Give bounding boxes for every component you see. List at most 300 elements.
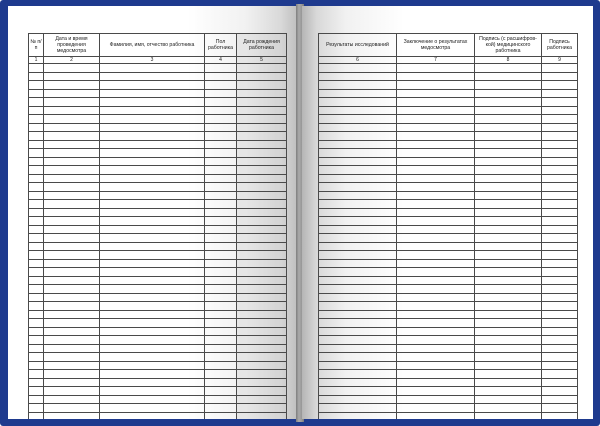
register-cell[interactable] bbox=[475, 217, 542, 226]
register-cell[interactable] bbox=[237, 370, 287, 379]
register-cell[interactable] bbox=[29, 293, 44, 302]
register-cell[interactable] bbox=[397, 98, 475, 107]
register-cell[interactable] bbox=[319, 387, 397, 396]
register-cell[interactable] bbox=[319, 370, 397, 379]
register-cell[interactable] bbox=[475, 336, 542, 345]
register-cell[interactable] bbox=[29, 327, 44, 336]
register-cell[interactable] bbox=[397, 225, 475, 234]
register-cell[interactable] bbox=[44, 106, 100, 115]
register-cell[interactable] bbox=[237, 285, 287, 294]
register-cell[interactable] bbox=[100, 276, 205, 285]
register-cell[interactable] bbox=[237, 327, 287, 336]
register-cell[interactable] bbox=[542, 98, 578, 107]
register-cell[interactable] bbox=[44, 191, 100, 200]
register-cell[interactable] bbox=[397, 106, 475, 115]
register-cell[interactable] bbox=[475, 208, 542, 217]
register-cell[interactable] bbox=[29, 234, 44, 243]
register-cell[interactable] bbox=[397, 378, 475, 387]
register-cell[interactable] bbox=[319, 242, 397, 251]
register-cell[interactable] bbox=[29, 361, 44, 370]
register-cell[interactable] bbox=[542, 395, 578, 404]
register-cell[interactable] bbox=[319, 268, 397, 277]
register-cell[interactable] bbox=[29, 217, 44, 226]
register-cell[interactable] bbox=[29, 378, 44, 387]
register-cell[interactable] bbox=[100, 234, 205, 243]
register-cell[interactable] bbox=[319, 293, 397, 302]
register-cell[interactable] bbox=[542, 387, 578, 396]
register-cell[interactable] bbox=[205, 242, 237, 251]
register-cell[interactable] bbox=[44, 285, 100, 294]
register-cell[interactable] bbox=[44, 157, 100, 166]
register-cell[interactable] bbox=[29, 208, 44, 217]
register-cell[interactable] bbox=[100, 293, 205, 302]
register-cell[interactable] bbox=[397, 157, 475, 166]
register-cell[interactable] bbox=[542, 285, 578, 294]
register-cell[interactable] bbox=[475, 293, 542, 302]
register-cell[interactable] bbox=[205, 191, 237, 200]
register-cell[interactable] bbox=[100, 72, 205, 81]
register-cell[interactable] bbox=[29, 387, 44, 396]
register-cell[interactable] bbox=[29, 174, 44, 183]
register-cell[interactable] bbox=[319, 208, 397, 217]
register-cell[interactable] bbox=[542, 123, 578, 132]
register-cell[interactable] bbox=[44, 140, 100, 149]
register-cell[interactable] bbox=[397, 259, 475, 268]
register-cell[interactable] bbox=[44, 404, 100, 413]
register-cell[interactable] bbox=[397, 387, 475, 396]
register-cell[interactable] bbox=[205, 217, 237, 226]
register-cell[interactable] bbox=[29, 72, 44, 81]
register-cell[interactable] bbox=[29, 268, 44, 277]
register-cell[interactable] bbox=[29, 251, 44, 260]
register-cell[interactable] bbox=[237, 123, 287, 132]
register-cell[interactable] bbox=[237, 412, 287, 419]
register-cell[interactable] bbox=[29, 191, 44, 200]
register-cell[interactable] bbox=[44, 166, 100, 175]
register-cell[interactable] bbox=[475, 174, 542, 183]
register-cell[interactable] bbox=[475, 259, 542, 268]
register-cell[interactable] bbox=[205, 98, 237, 107]
register-cell[interactable] bbox=[44, 242, 100, 251]
register-cell[interactable] bbox=[44, 378, 100, 387]
register-cell[interactable] bbox=[44, 276, 100, 285]
register-cell[interactable] bbox=[44, 89, 100, 98]
register-cell[interactable] bbox=[319, 310, 397, 319]
register-cell[interactable] bbox=[237, 378, 287, 387]
register-cell[interactable] bbox=[100, 225, 205, 234]
register-cell[interactable] bbox=[29, 353, 44, 362]
register-cell[interactable] bbox=[44, 64, 100, 73]
register-cell[interactable] bbox=[44, 336, 100, 345]
register-cell[interactable] bbox=[475, 166, 542, 175]
register-cell[interactable] bbox=[44, 98, 100, 107]
register-cell[interactable] bbox=[100, 123, 205, 132]
register-cell[interactable] bbox=[44, 123, 100, 132]
register-cell[interactable] bbox=[44, 361, 100, 370]
register-cell[interactable] bbox=[100, 268, 205, 277]
register-cell[interactable] bbox=[205, 378, 237, 387]
register-cell[interactable] bbox=[44, 149, 100, 158]
register-cell[interactable] bbox=[237, 310, 287, 319]
register-cell[interactable] bbox=[397, 344, 475, 353]
register-cell[interactable] bbox=[205, 208, 237, 217]
register-cell[interactable] bbox=[475, 387, 542, 396]
register-cell[interactable] bbox=[44, 225, 100, 234]
register-cell[interactable] bbox=[44, 293, 100, 302]
register-cell[interactable] bbox=[44, 81, 100, 90]
register-cell[interactable] bbox=[397, 234, 475, 243]
register-cell[interactable] bbox=[475, 353, 542, 362]
register-cell[interactable] bbox=[397, 327, 475, 336]
register-cell[interactable] bbox=[319, 106, 397, 115]
register-cell[interactable] bbox=[237, 242, 287, 251]
register-cell[interactable] bbox=[319, 81, 397, 90]
register-cell[interactable] bbox=[475, 251, 542, 260]
register-cell[interactable] bbox=[44, 183, 100, 192]
register-cell[interactable] bbox=[397, 183, 475, 192]
register-cell[interactable] bbox=[475, 234, 542, 243]
register-cell[interactable] bbox=[237, 64, 287, 73]
register-cell[interactable] bbox=[397, 89, 475, 98]
register-cell[interactable] bbox=[542, 106, 578, 115]
register-cell[interactable] bbox=[237, 395, 287, 404]
register-cell[interactable] bbox=[205, 174, 237, 183]
register-cell[interactable] bbox=[397, 217, 475, 226]
register-cell[interactable] bbox=[237, 268, 287, 277]
register-cell[interactable] bbox=[100, 115, 205, 124]
register-cell[interactable] bbox=[475, 412, 542, 419]
register-cell[interactable] bbox=[542, 72, 578, 81]
register-cell[interactable] bbox=[542, 81, 578, 90]
register-cell[interactable] bbox=[205, 404, 237, 413]
register-cell[interactable] bbox=[237, 336, 287, 345]
register-cell[interactable] bbox=[319, 404, 397, 413]
register-cell[interactable] bbox=[205, 123, 237, 132]
register-cell[interactable] bbox=[237, 234, 287, 243]
register-cell[interactable] bbox=[29, 123, 44, 132]
register-cell[interactable] bbox=[44, 395, 100, 404]
register-cell[interactable] bbox=[542, 361, 578, 370]
register-cell[interactable] bbox=[44, 174, 100, 183]
register-cell[interactable] bbox=[205, 157, 237, 166]
register-cell[interactable] bbox=[237, 98, 287, 107]
register-cell[interactable] bbox=[319, 276, 397, 285]
register-cell[interactable] bbox=[542, 191, 578, 200]
register-cell[interactable] bbox=[397, 353, 475, 362]
register-cell[interactable] bbox=[542, 208, 578, 217]
register-cell[interactable] bbox=[205, 370, 237, 379]
register-cell[interactable] bbox=[397, 268, 475, 277]
register-cell[interactable] bbox=[397, 302, 475, 311]
register-cell[interactable] bbox=[44, 259, 100, 268]
register-cell[interactable] bbox=[205, 200, 237, 209]
register-cell[interactable] bbox=[475, 242, 542, 251]
register-cell[interactable] bbox=[100, 149, 205, 158]
register-cell[interactable] bbox=[319, 285, 397, 294]
register-cell[interactable] bbox=[319, 72, 397, 81]
register-cell[interactable] bbox=[542, 378, 578, 387]
register-cell[interactable] bbox=[237, 319, 287, 328]
register-cell[interactable] bbox=[44, 234, 100, 243]
register-cell[interactable] bbox=[237, 302, 287, 311]
register-cell[interactable] bbox=[100, 64, 205, 73]
register-cell[interactable] bbox=[100, 310, 205, 319]
register-cell[interactable] bbox=[237, 208, 287, 217]
register-cell[interactable] bbox=[237, 361, 287, 370]
register-cell[interactable] bbox=[100, 387, 205, 396]
register-cell[interactable] bbox=[100, 166, 205, 175]
register-cell[interactable] bbox=[542, 225, 578, 234]
register-cell[interactable] bbox=[237, 149, 287, 158]
register-cell[interactable] bbox=[319, 327, 397, 336]
register-cell[interactable] bbox=[397, 251, 475, 260]
register-cell[interactable] bbox=[100, 140, 205, 149]
register-cell[interactable] bbox=[100, 89, 205, 98]
register-cell[interactable] bbox=[397, 412, 475, 419]
register-cell[interactable] bbox=[475, 361, 542, 370]
register-cell[interactable] bbox=[475, 370, 542, 379]
register-cell[interactable] bbox=[205, 302, 237, 311]
register-cell[interactable] bbox=[100, 242, 205, 251]
register-cell[interactable] bbox=[319, 166, 397, 175]
register-cell[interactable] bbox=[100, 336, 205, 345]
register-cell[interactable] bbox=[44, 302, 100, 311]
register-cell[interactable] bbox=[542, 174, 578, 183]
register-cell[interactable] bbox=[475, 268, 542, 277]
register-cell[interactable] bbox=[44, 319, 100, 328]
register-cell[interactable] bbox=[100, 259, 205, 268]
register-cell[interactable] bbox=[397, 166, 475, 175]
register-cell[interactable] bbox=[100, 81, 205, 90]
register-cell[interactable] bbox=[29, 225, 44, 234]
register-cell[interactable] bbox=[397, 123, 475, 132]
register-cell[interactable] bbox=[205, 72, 237, 81]
register-cell[interactable] bbox=[237, 191, 287, 200]
register-cell[interactable] bbox=[205, 353, 237, 362]
register-cell[interactable] bbox=[100, 353, 205, 362]
register-cell[interactable] bbox=[205, 387, 237, 396]
register-cell[interactable] bbox=[542, 327, 578, 336]
register-cell[interactable] bbox=[205, 64, 237, 73]
register-cell[interactable] bbox=[397, 395, 475, 404]
register-cell[interactable] bbox=[100, 327, 205, 336]
register-cell[interactable] bbox=[397, 149, 475, 158]
register-cell[interactable] bbox=[205, 115, 237, 124]
register-cell[interactable] bbox=[397, 361, 475, 370]
register-cell[interactable] bbox=[237, 344, 287, 353]
register-cell[interactable] bbox=[397, 81, 475, 90]
register-cell[interactable] bbox=[475, 276, 542, 285]
register-cell[interactable] bbox=[29, 106, 44, 115]
register-cell[interactable] bbox=[542, 404, 578, 413]
register-cell[interactable] bbox=[29, 98, 44, 107]
register-cell[interactable] bbox=[542, 242, 578, 251]
register-cell[interactable] bbox=[29, 81, 44, 90]
register-cell[interactable] bbox=[475, 123, 542, 132]
register-cell[interactable] bbox=[542, 353, 578, 362]
register-cell[interactable] bbox=[397, 336, 475, 345]
register-cell[interactable] bbox=[205, 395, 237, 404]
register-cell[interactable] bbox=[542, 344, 578, 353]
register-cell[interactable] bbox=[475, 344, 542, 353]
register-cell[interactable] bbox=[29, 285, 44, 294]
register-cell[interactable] bbox=[475, 132, 542, 141]
register-cell[interactable] bbox=[542, 370, 578, 379]
register-cell[interactable] bbox=[44, 217, 100, 226]
register-cell[interactable] bbox=[44, 370, 100, 379]
register-cell[interactable] bbox=[237, 251, 287, 260]
register-cell[interactable] bbox=[100, 98, 205, 107]
register-cell[interactable] bbox=[542, 217, 578, 226]
register-cell[interactable] bbox=[100, 285, 205, 294]
register-cell[interactable] bbox=[44, 132, 100, 141]
register-cell[interactable] bbox=[542, 149, 578, 158]
register-cell[interactable] bbox=[100, 191, 205, 200]
register-cell[interactable] bbox=[475, 285, 542, 294]
register-cell[interactable] bbox=[44, 268, 100, 277]
register-cell[interactable] bbox=[542, 276, 578, 285]
register-cell[interactable] bbox=[542, 89, 578, 98]
register-cell[interactable] bbox=[100, 183, 205, 192]
register-cell[interactable] bbox=[100, 395, 205, 404]
register-cell[interactable] bbox=[205, 149, 237, 158]
register-cell[interactable] bbox=[475, 378, 542, 387]
register-cell[interactable] bbox=[397, 72, 475, 81]
register-cell[interactable] bbox=[397, 404, 475, 413]
register-cell[interactable] bbox=[319, 378, 397, 387]
register-cell[interactable] bbox=[475, 225, 542, 234]
register-cell[interactable] bbox=[100, 106, 205, 115]
register-cell[interactable] bbox=[29, 200, 44, 209]
register-cell[interactable] bbox=[319, 361, 397, 370]
register-cell[interactable] bbox=[319, 98, 397, 107]
register-cell[interactable] bbox=[542, 157, 578, 166]
register-cell[interactable] bbox=[475, 106, 542, 115]
register-cell[interactable] bbox=[237, 387, 287, 396]
register-cell[interactable] bbox=[542, 259, 578, 268]
register-cell[interactable] bbox=[205, 234, 237, 243]
register-cell[interactable] bbox=[205, 319, 237, 328]
register-cell[interactable] bbox=[237, 183, 287, 192]
register-cell[interactable] bbox=[319, 132, 397, 141]
register-cell[interactable] bbox=[29, 140, 44, 149]
register-cell[interactable] bbox=[29, 344, 44, 353]
register-cell[interactable] bbox=[29, 242, 44, 251]
register-cell[interactable] bbox=[29, 89, 44, 98]
register-cell[interactable] bbox=[205, 293, 237, 302]
register-cell[interactable] bbox=[542, 64, 578, 73]
register-cell[interactable] bbox=[205, 336, 237, 345]
register-cell[interactable] bbox=[100, 344, 205, 353]
register-cell[interactable] bbox=[205, 310, 237, 319]
register-cell[interactable] bbox=[205, 327, 237, 336]
register-cell[interactable] bbox=[542, 268, 578, 277]
register-cell[interactable] bbox=[100, 404, 205, 413]
register-cell[interactable] bbox=[237, 174, 287, 183]
register-cell[interactable] bbox=[29, 115, 44, 124]
register-cell[interactable] bbox=[44, 412, 100, 419]
register-cell[interactable] bbox=[237, 225, 287, 234]
register-cell[interactable] bbox=[44, 353, 100, 362]
register-cell[interactable] bbox=[397, 370, 475, 379]
register-cell[interactable] bbox=[319, 140, 397, 149]
register-cell[interactable] bbox=[475, 64, 542, 73]
register-cell[interactable] bbox=[237, 115, 287, 124]
register-cell[interactable] bbox=[237, 140, 287, 149]
register-cell[interactable] bbox=[237, 200, 287, 209]
register-cell[interactable] bbox=[237, 293, 287, 302]
register-cell[interactable] bbox=[475, 81, 542, 90]
register-cell[interactable] bbox=[29, 64, 44, 73]
register-cell[interactable] bbox=[319, 336, 397, 345]
register-cell[interactable] bbox=[475, 404, 542, 413]
register-cell[interactable] bbox=[319, 319, 397, 328]
register-cell[interactable] bbox=[100, 208, 205, 217]
register-cell[interactable] bbox=[29, 132, 44, 141]
register-cell[interactable] bbox=[397, 293, 475, 302]
register-cell[interactable] bbox=[205, 106, 237, 115]
register-cell[interactable] bbox=[319, 302, 397, 311]
register-cell[interactable] bbox=[542, 234, 578, 243]
register-cell[interactable] bbox=[100, 302, 205, 311]
register-cell[interactable] bbox=[475, 157, 542, 166]
register-cell[interactable] bbox=[397, 242, 475, 251]
register-cell[interactable] bbox=[205, 285, 237, 294]
register-cell[interactable] bbox=[29, 370, 44, 379]
register-cell[interactable] bbox=[29, 166, 44, 175]
register-cell[interactable] bbox=[475, 310, 542, 319]
register-cell[interactable] bbox=[205, 166, 237, 175]
register-cell[interactable] bbox=[29, 319, 44, 328]
register-cell[interactable] bbox=[237, 72, 287, 81]
register-cell[interactable] bbox=[475, 115, 542, 124]
register-cell[interactable] bbox=[475, 302, 542, 311]
register-cell[interactable] bbox=[397, 276, 475, 285]
register-cell[interactable] bbox=[475, 140, 542, 149]
register-cell[interactable] bbox=[319, 395, 397, 404]
register-cell[interactable] bbox=[44, 72, 100, 81]
register-cell[interactable] bbox=[205, 140, 237, 149]
register-cell[interactable] bbox=[542, 319, 578, 328]
register-cell[interactable] bbox=[100, 378, 205, 387]
register-cell[interactable] bbox=[475, 72, 542, 81]
register-cell[interactable] bbox=[237, 132, 287, 141]
register-cell[interactable] bbox=[542, 115, 578, 124]
register-cell[interactable] bbox=[319, 64, 397, 73]
register-cell[interactable] bbox=[319, 149, 397, 158]
register-cell[interactable] bbox=[475, 98, 542, 107]
register-cell[interactable] bbox=[397, 310, 475, 319]
register-cell[interactable] bbox=[475, 183, 542, 192]
register-cell[interactable] bbox=[237, 276, 287, 285]
register-cell[interactable] bbox=[542, 183, 578, 192]
register-cell[interactable] bbox=[397, 115, 475, 124]
register-cell[interactable] bbox=[100, 157, 205, 166]
register-cell[interactable] bbox=[319, 115, 397, 124]
register-cell[interactable] bbox=[100, 200, 205, 209]
register-cell[interactable] bbox=[29, 259, 44, 268]
register-cell[interactable] bbox=[237, 106, 287, 115]
register-cell[interactable] bbox=[205, 259, 237, 268]
register-cell[interactable] bbox=[319, 157, 397, 166]
register-cell[interactable] bbox=[542, 336, 578, 345]
register-cell[interactable] bbox=[205, 89, 237, 98]
register-cell[interactable] bbox=[475, 191, 542, 200]
register-cell[interactable] bbox=[319, 251, 397, 260]
register-cell[interactable] bbox=[319, 412, 397, 419]
register-cell[interactable] bbox=[44, 251, 100, 260]
register-cell[interactable] bbox=[205, 276, 237, 285]
